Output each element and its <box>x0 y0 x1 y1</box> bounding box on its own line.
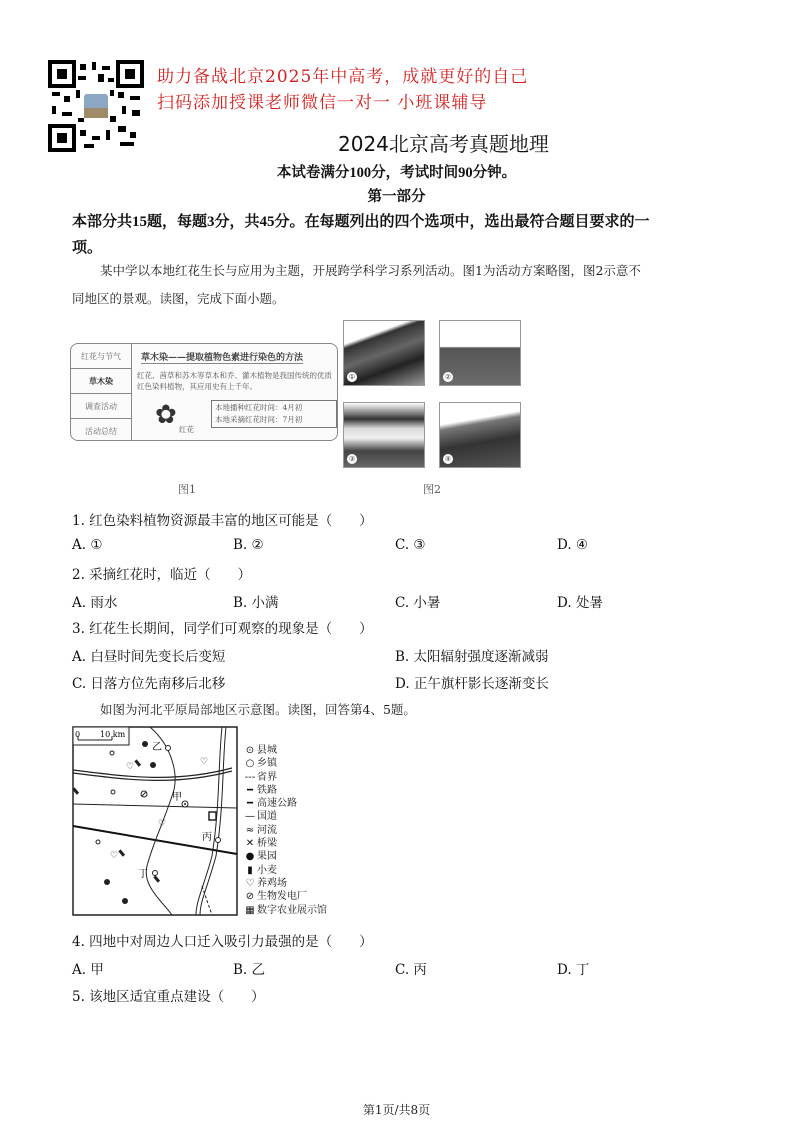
scale-zero: 0 <box>75 730 81 739</box>
svg-text:♡: ♡ <box>158 819 167 829</box>
legend-item: ♡ 养鸡场 <box>245 877 287 889</box>
harvest-time: 本地采摘红花时间：7月初 <box>215 415 303 424</box>
scale-label: 10 km <box>100 730 126 739</box>
promo-line-2: 扫码添加授课老师微信一对一 小班课辅导 <box>157 93 488 113</box>
question-3-option-a: A. 白昼时间先变长后变短 <box>72 649 226 665</box>
page-number: 第1页/共8页 <box>362 1103 431 1117</box>
landscape-photo <box>439 320 521 386</box>
intro-paragraph-line-2: 同地区的景观。读图，完成下面小题。 <box>72 291 285 306</box>
question-2-option-a: A. 雨水 <box>72 595 118 611</box>
legend-item: ━ 铁路 <box>246 784 277 796</box>
question-1-option-b: B. ② <box>233 537 264 553</box>
figure-2-caption: 图2 <box>423 483 441 496</box>
question-4-option-a: A. 甲 <box>72 962 104 978</box>
svg-text:丁: 丁 <box>138 869 148 880</box>
svg-text:丙: 丙 <box>202 832 212 843</box>
figure-1-description: 红花、茜草和苏木等草本和乔、灌木植物是我国传统的优质红色染料植物，其应用史有上千年。 <box>137 371 332 391</box>
photo-number: ② <box>444 373 452 381</box>
figure-1-activity-plan <box>70 343 338 441</box>
legend-item: ● 果园 <box>245 851 277 863</box>
legend-item: ▮ 小麦 <box>247 864 277 876</box>
legend-item: ≈ 河流 <box>245 824 277 836</box>
question-3-stem: 3. 红花生长期间，同学们可观察的现象是（ ） <box>72 621 373 637</box>
question-3-option-c: C. 日落方位先南移后北移 <box>72 676 226 692</box>
landscape-photo <box>439 402 521 468</box>
page-title: 2024北京高考真题地理 <box>338 132 549 156</box>
figure-1-caption: 图1 <box>178 483 196 496</box>
question-3-option-d: D. 正午旗杆影长逐渐变长 <box>395 676 549 692</box>
legend-item: ━ 高速公路 <box>246 798 297 810</box>
legend-item: ✕ 桥梁 <box>245 838 277 850</box>
instructions-line-2: 项。 <box>72 240 103 256</box>
instructions-line-1: 本部分共15题，每题3分，共45分。在每题列出的四个选项中，选出最符合题目要求的一 <box>72 214 650 230</box>
exam-info: 本试卷满分100分，考试时间90分钟。 <box>276 165 517 181</box>
question-1-stem: 1. 红色染料植物资源最丰富的地区可能是（ ） <box>72 513 373 529</box>
figure-1-tab: 红花与节气 <box>71 344 131 369</box>
question-4-option-c: C. 丙 <box>395 962 427 978</box>
question-1-option-c: C. ③ <box>395 537 426 553</box>
figure-1-tab: 调查活动 <box>71 394 131 419</box>
question-3-option-b: B. 太阳辐射强度逐渐减弱 <box>395 649 549 665</box>
question-2-option-b: B. 小满 <box>233 595 279 611</box>
legend-item: ▦ 数字农业展示馆 <box>245 904 327 916</box>
question-2-stem: 2. 采摘红花时，临近（ ） <box>72 567 252 583</box>
question-4-option-d: D. 丁 <box>557 962 590 978</box>
hebei-plain-map <box>72 726 238 916</box>
legend-item: --- 省界 <box>244 771 277 783</box>
question-5-stem: 5. 该地区适宜重点建设（ ） <box>72 989 265 1005</box>
question-1-option-d: D. ④ <box>557 537 589 553</box>
figure-1-flower-label: 红花 <box>179 425 194 434</box>
figure-1-tab-active: 草木染 <box>71 369 131 394</box>
landscape-photo <box>343 402 425 468</box>
part-heading: 第一部分 <box>367 189 426 205</box>
svg-text:♡: ♡ <box>200 757 209 767</box>
intro-map-paragraph: 如图为河北平原局部地区示意图。读图，回答第4、5题。 <box>100 702 416 717</box>
figure-1-tabs <box>71 344 132 440</box>
map-legend <box>243 744 327 917</box>
photo-number: ③ <box>348 455 356 463</box>
legend-item: ○ 乡镇 <box>245 758 277 770</box>
svg-text:甲: 甲 <box>172 792 182 803</box>
qr-code-icon <box>48 60 144 152</box>
promo-line-1: 助力备战北京2025年中高考，成就更好的自己 <box>157 67 529 87</box>
svg-text:♡: ♡ <box>110 851 119 861</box>
svg-text:乙: 乙 <box>152 742 162 753</box>
question-1-option-a: A. ① <box>72 537 103 553</box>
question-2-option-d: D. 处暑 <box>557 595 603 611</box>
photo-number: ④ <box>444 455 452 463</box>
question-4-option-b: B. 乙 <box>233 962 266 978</box>
photo-number: ① <box>348 373 356 381</box>
safflower-icon: ✿ <box>155 400 177 430</box>
figure-1-note <box>211 400 337 428</box>
legend-item: ⊙ 县城 <box>245 745 277 756</box>
question-4-stem: 4. 四地中对周边人口迁入吸引力最强的是（ ） <box>72 934 373 950</box>
question-2-option-c: C. 小暑 <box>395 595 441 611</box>
legend-item: ⊘ 生物发电厂 <box>245 891 307 903</box>
svg-text:♡: ♡ <box>126 762 135 772</box>
figure-2-landscapes <box>343 320 523 470</box>
landscape-photo <box>343 320 425 386</box>
legend-item: — 国道 <box>245 811 277 823</box>
figure-1-heading: 草木染——提取植物色素进行染色的方法 <box>141 350 303 364</box>
sow-time: 本地播种红花时间：4月初 <box>215 403 303 412</box>
intro-paragraph-line-1: 某中学以本地红花生长与应用为主题，开展跨学科学习系列活动。图1为活动方案略图，图2示意不 <box>100 263 641 278</box>
figure-1-tab: 活动总结 <box>85 426 117 436</box>
